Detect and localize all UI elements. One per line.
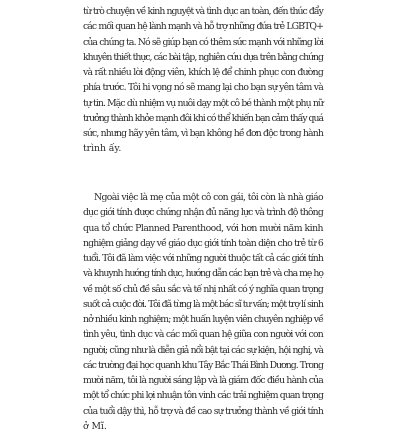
text-line: trình ấy. <box>83 143 122 155</box>
text-line: một tổ chức phi lợi nhuận tôn vinh các trải nghiệm quan trọng <box>83 390 323 402</box>
text-line: qua tổ chức Planned Parenthood, với hơn mười năm kinh <box>83 222 323 234</box>
text-line: ở Mĩ. <box>83 420 107 432</box>
text-line: tự tin. Mặc dù nhiệm vụ nuôi dạy một cô bé thành một phụ nữ <box>83 97 323 109</box>
text-line: suốt cả cuộc đời. Tôi đã từng là một bác sĩ tư vấn; một trợ lí sinh <box>83 298 323 310</box>
text-line: Ngoài việc là mẹ của một cô con gái, tôi còn là nhà giáo <box>94 192 323 203</box>
text-line: khuyên thiết thực, các bài tập, nghiên cứu dựa trên bằng chứng <box>83 51 323 63</box>
text-line: các trường đại học quanh khu Tây Bắc Thái Bình Dương. Trong <box>83 359 323 371</box>
text-line: mười năm, tôi là người sáng lập và là giám đốc điều hành của <box>83 375 323 386</box>
paragraph-1 <box>83 4 323 157</box>
text-line: các mối quan hệ lành mạnh và hỗ trợ những đứa trẻ LGBTQ+ <box>83 21 323 33</box>
text-line: và khuynh hướng tính dục, hướng dẫn các bạn trẻ và cha mẹ họ <box>83 268 323 280</box>
text-line: người; cũng như là diễn giả nổi bật tại các sự kiện, hội nghị, và <box>83 344 323 356</box>
paragraph-2 <box>83 190 323 434</box>
text-line: nở nhiều kinh nghiệm; một huấn luyện viên chuyên nghiệp về <box>83 314 323 325</box>
text-line: từ trò chuyện về kinh nguyệt và tình dục an toàn, đến thúc đẩy <box>83 6 323 17</box>
text-line: của tuổi dậy thì, hỗ trợ và đề cao sự trưởng thành về giới tính <box>83 405 323 417</box>
text-line: tình yêu, tình dục và các mối quan hệ giữa con người với con <box>83 329 323 341</box>
text-line: về một số chủ đề sâu sắc và tế nhị nhất có ý nghĩa quan trọng <box>83 283 323 295</box>
text-line: phía trước. Tôi hi vọng nó sẽ mang lại cho bạn sự yên tâm và <box>83 82 323 94</box>
text-line: và rất nhiều lời động viên, khích lệ để chinh phục con đường <box>83 67 323 78</box>
text-line: nghiệm giảng dạy về giáo dục giới tính toàn diện cho trẻ từ 6 <box>83 237 323 249</box>
text-line: dục giới tính được chứng nhận đủ năng lực và trình độ thông <box>83 207 323 219</box>
text-line: sức, nhưng hãy yên tâm, vì bạn không hề đơn độc trong hành <box>83 128 323 139</box>
text-line: trưởng thành khỏe mạnh đôi khi có thể khiến bạn cảm thấy quá <box>83 112 323 124</box>
text-line: tuổi. Tôi đã làm việc với những người thuộc tất cả các giới tính <box>83 253 323 264</box>
text-line: của chúng ta. Nó sẽ giúp bạn có thêm sức mạnh với những lời <box>83 36 323 48</box>
